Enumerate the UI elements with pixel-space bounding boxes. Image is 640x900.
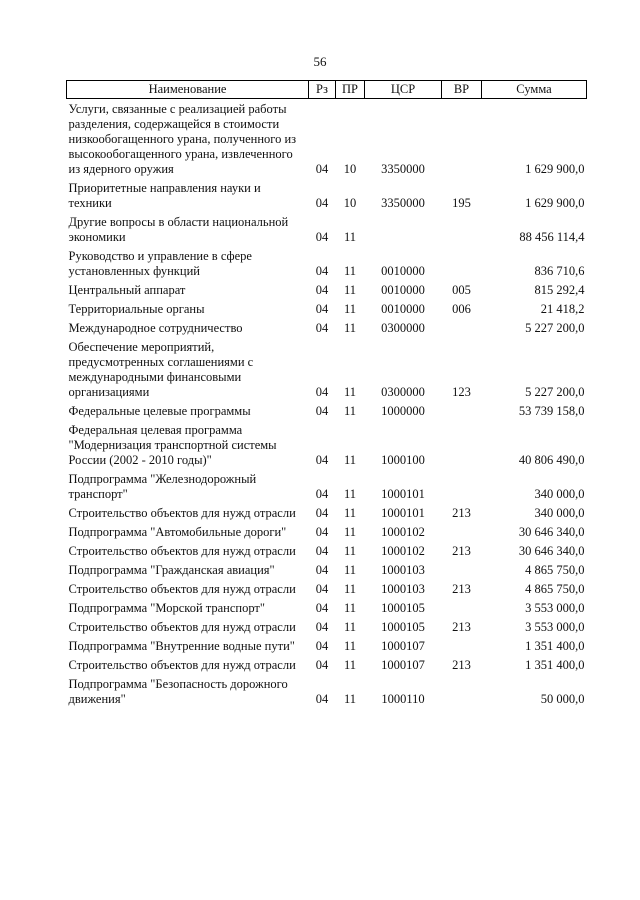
row-vr (442, 636, 482, 655)
table-row (67, 560, 587, 579)
row-csr: 0010000 (381, 302, 425, 316)
row-pr: 11 (343, 264, 357, 278)
row-pr: 10 (343, 162, 357, 176)
row-vr (442, 318, 482, 337)
row-pr: 11 (343, 525, 357, 539)
row-name: Руководство и управление в сфере установленных функций (68, 249, 252, 278)
row-pr: 11 (343, 404, 357, 418)
row-pr: 11 (343, 620, 357, 634)
row-csr: 0300000 (381, 321, 425, 335)
row-pr: 11 (343, 692, 357, 706)
row-pr: 11 (343, 453, 357, 467)
column-header-name: Наименование (67, 81, 309, 99)
row-sum: 21 418,2 (540, 302, 585, 316)
table-row (67, 280, 587, 299)
row-name: Подпрограмма "Автомобильные дороги" (68, 525, 287, 539)
row-vr: 213 (452, 620, 471, 634)
row-pr: 11 (343, 487, 357, 501)
table-row (67, 99, 587, 179)
table-row (67, 655, 587, 674)
column-header-rz: Рз (309, 81, 336, 99)
row-name: Обеспечение мероприятий, предусмотренных соглашениями с международными финансовыми организациями (68, 340, 254, 399)
table-row (67, 522, 587, 541)
row-name: Подпрограмма "Железнодорожный транспорт" (68, 472, 257, 501)
row-vr (442, 522, 482, 541)
row-sum: 3 553 000,0 (525, 620, 585, 634)
row-csr: 1000105 (381, 601, 425, 615)
row-pr: 11 (343, 544, 357, 558)
row-pr: 11 (343, 230, 357, 244)
row-rz: 04 (315, 544, 329, 558)
row-name: Строительство объектов для нужд отрасли (68, 582, 296, 596)
table-row (67, 598, 587, 617)
table-row (67, 420, 587, 469)
row-csr: 1000102 (381, 544, 425, 558)
row-vr (442, 674, 482, 708)
row-sum: 1 629 900,0 (525, 162, 585, 176)
row-name: Услуги, связанные с реализацией работы разделения, содержащейся в стоимости низкообогащенного урана, полученного из высокообогащенного урана, извлеченного из ядерного оружия (68, 102, 297, 176)
row-name: Центральный аппарат (68, 283, 186, 297)
budget-table (66, 80, 587, 708)
row-csr: 1000110 (381, 692, 425, 706)
row-vr (442, 401, 482, 420)
row-pr: 11 (343, 582, 357, 596)
row-name: Территориальные органы (68, 302, 205, 316)
row-vr (442, 212, 482, 246)
table-row (67, 617, 587, 636)
row-name: Приоритетные направления науки и техники (68, 181, 261, 210)
row-pr: 11 (343, 563, 357, 577)
row-csr: 1000107 (381, 639, 425, 653)
row-rz: 04 (315, 506, 329, 520)
table-row (67, 401, 587, 420)
row-sum: 340 000,0 (534, 506, 585, 520)
row-vr: 123 (452, 385, 471, 399)
row-pr: 11 (343, 658, 357, 672)
row-pr: 11 (343, 321, 357, 335)
row-csr (365, 212, 442, 246)
column-header-pr: ПР (336, 81, 365, 99)
table-row (67, 178, 587, 212)
row-pr: 10 (343, 196, 357, 210)
row-rz: 04 (315, 404, 329, 418)
row-rz: 04 (315, 582, 329, 596)
column-header-sum: Сумма (482, 81, 587, 99)
table-row (67, 337, 587, 401)
row-vr: 213 (452, 544, 471, 558)
row-csr: 1000100 (381, 453, 425, 467)
row-pr: 11 (343, 283, 357, 297)
row-csr: 0300000 (381, 385, 425, 399)
row-name: Строительство объектов для нужд отрасли (68, 544, 296, 558)
row-rz: 04 (315, 487, 329, 501)
row-sum: 53 739 158,0 (518, 404, 585, 418)
row-name: Международное сотрудничество (68, 321, 243, 335)
row-name: Подпрограмма "Внутренние водные пути" (68, 639, 295, 653)
column-header-vr: ВР (442, 81, 482, 99)
table-row (67, 469, 587, 503)
table-row (67, 579, 587, 598)
row-vr: 195 (452, 196, 471, 210)
row-sum: 4 865 750,0 (525, 582, 585, 596)
row-name: Подпрограмма "Гражданская авиация" (68, 563, 275, 577)
row-name: Подпрограмма "Морской транспорт" (68, 601, 265, 615)
row-rz: 04 (315, 230, 329, 244)
row-vr (442, 598, 482, 617)
row-sum: 1 629 900,0 (525, 196, 585, 210)
row-name: Федеральные целевые программы (68, 404, 251, 418)
row-pr: 11 (343, 601, 357, 615)
row-csr: 0010000 (381, 264, 425, 278)
page-number: 56 (313, 54, 327, 69)
table-row (67, 636, 587, 655)
row-csr: 0010000 (381, 283, 425, 297)
row-rz: 04 (315, 264, 329, 278)
row-sum: 1 351 400,0 (525, 658, 585, 672)
row-csr: 1000105 (381, 620, 425, 634)
row-sum: 5 227 200,0 (525, 385, 585, 399)
row-rz: 04 (315, 563, 329, 577)
row-pr: 11 (343, 385, 357, 399)
row-sum: 4 865 750,0 (525, 563, 585, 577)
row-sum: 3 553 000,0 (525, 601, 585, 615)
table-row (67, 299, 587, 318)
row-csr: 1000103 (381, 582, 425, 596)
table-body (67, 99, 587, 709)
row-sum: 40 806 490,0 (518, 453, 585, 467)
table-row (67, 246, 587, 280)
row-vr: 006 (452, 302, 471, 316)
row-vr (442, 99, 482, 179)
row-sum: 836 710,6 (534, 264, 585, 278)
row-rz: 04 (315, 639, 329, 653)
row-vr (442, 560, 482, 579)
table-row (67, 318, 587, 337)
row-csr: 1000101 (381, 487, 425, 501)
row-vr (442, 246, 482, 280)
row-vr: 213 (452, 506, 471, 520)
row-vr: 213 (452, 582, 471, 596)
row-name: Строительство объектов для нужд отрасли (68, 620, 296, 634)
row-csr: 1000000 (381, 404, 425, 418)
row-rz: 04 (315, 601, 329, 615)
row-sum: 88 456 114,4 (519, 230, 585, 244)
row-sum: 30 646 340,0 (518, 525, 585, 539)
row-csr: 1000107 (381, 658, 425, 672)
row-csr: 3350000 (381, 162, 425, 176)
row-name: Строительство объектов для нужд отрасли (68, 506, 296, 520)
table-row (67, 503, 587, 522)
table-row (67, 674, 587, 708)
row-rz: 04 (315, 658, 329, 672)
table-header (67, 81, 587, 99)
row-name: Строительство объектов для нужд отрасли (68, 658, 296, 672)
row-csr: 1000103 (381, 563, 425, 577)
row-rz: 04 (315, 196, 329, 210)
row-rz: 04 (315, 162, 329, 176)
row-pr: 11 (343, 639, 357, 653)
table-row (67, 212, 587, 246)
row-rz: 04 (315, 302, 329, 316)
row-sum: 815 292,4 (534, 283, 585, 297)
row-sum: 340 000,0 (534, 487, 585, 501)
row-name: Федеральная целевая программа "Модернизация транспортной системы России (2002 - 2010 годы)" (68, 423, 277, 467)
row-rz: 04 (315, 453, 329, 467)
row-vr (442, 469, 482, 503)
table-row (67, 541, 587, 560)
row-rz: 04 (315, 283, 329, 297)
row-pr: 11 (343, 302, 357, 316)
row-rz: 04 (315, 692, 329, 706)
row-rz: 04 (315, 321, 329, 335)
row-rz: 04 (315, 620, 329, 634)
row-pr: 11 (343, 506, 357, 520)
column-header-csr: ЦСР (365, 81, 442, 99)
row-csr: 1000102 (381, 525, 425, 539)
row-vr: 005 (452, 283, 471, 297)
row-sum: 5 227 200,0 (525, 321, 585, 335)
row-name: Другие вопросы в области национальной экономики (68, 215, 289, 244)
row-vr (442, 420, 482, 469)
row-sum: 50 000,0 (540, 692, 585, 706)
row-csr: 3350000 (381, 196, 425, 210)
row-name: Подпрограмма "Безопасность дорожного движения" (68, 677, 288, 706)
row-vr: 213 (452, 658, 471, 672)
row-rz: 04 (315, 525, 329, 539)
row-sum: 30 646 340,0 (518, 544, 585, 558)
row-csr: 1000101 (381, 506, 425, 520)
row-rz: 04 (315, 385, 329, 399)
row-sum: 1 351 400,0 (525, 639, 585, 653)
